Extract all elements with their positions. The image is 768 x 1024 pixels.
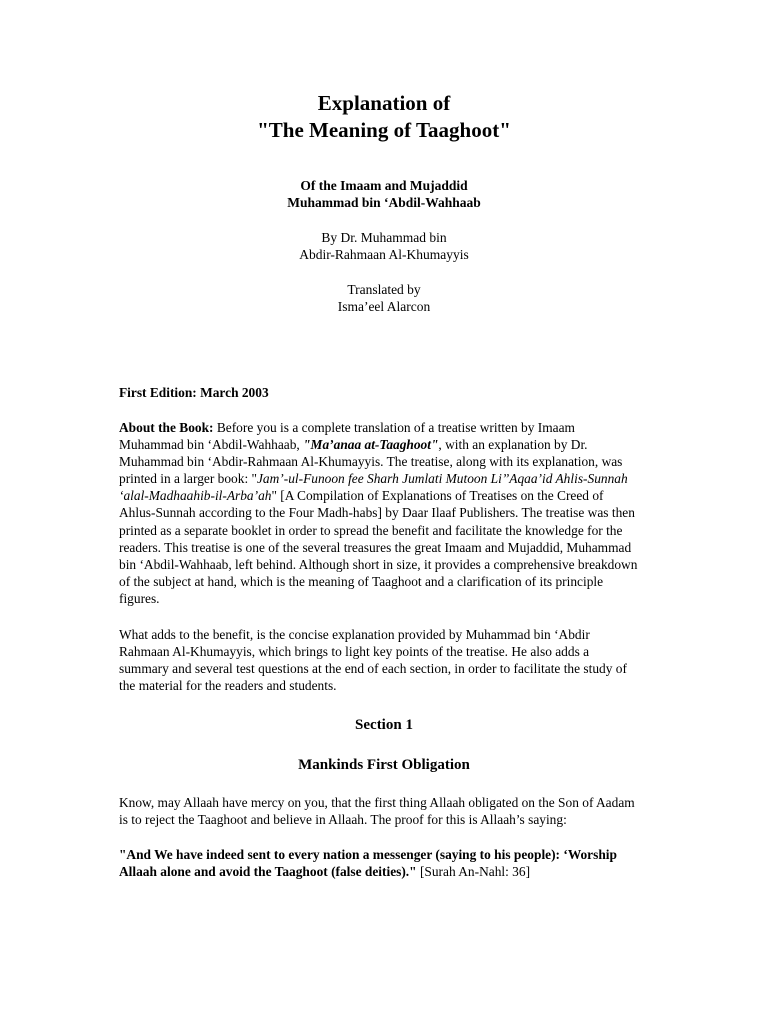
benefit-line-4: the material for the readers and students. [119,678,337,694]
about-line-5b: " [A Compilation of Explanations of Treatises on the Creed of [271,488,604,504]
translator-line-1: Translated by [347,282,421,297]
about-line-7: printed as a separate booklet in order to spread the benefit and facilitate the knowledge for the [119,522,623,538]
benefit-line-3: summary and several test questions at the end of each section, in order to facilitate the study of [119,661,627,677]
quote-line-1: "And We have indeed sent to every nation a messenger (saying to his people): ‘Worship [119,847,617,862]
section-heading: Section 1 [355,717,413,733]
explainer-block [0,229,768,263]
about-line-11: figures. [119,590,160,606]
explainer-line-2: Abdir-Rahmaan Al-Khumayyis [299,247,469,262]
benefit-line-1: What adds to the benefit, is the concise explanation provided by Muhammad bin ‘Abdir [119,627,590,642]
translator-line-2: Isma’eel Alarcon [337,299,431,314]
about-line-1: Before you is a complete translation of a treatise written by Imaam [213,420,575,435]
know-line-1: Know, may Allaah have mercy on you, that the first thing Allaah obligated on the Son of Aadam [119,795,635,810]
know-line-2: is to reject the Taaghoot and believe in Allaah. The proof for this is Allaah’s saying: [119,812,567,828]
author-block [0,177,768,211]
treatise-title: "Ma’anaa at-Taaghoot" [303,437,439,453]
title-line-2: "The Meaning of Taaghoot" [257,118,511,142]
about-line-2a: Muhammad bin ‘Abdil-Wahhaab, [119,437,304,453]
about-line-6: Ahlus-Sunnah according to the Four Madh-habs] by Daar Ilaaf Publishers. The treatise was then [119,505,635,521]
subsection-heading: Mankinds First Obligation [298,757,470,773]
title-line-1: Explanation of [317,91,451,115]
quote-line-2: Allaah alone and avoid the Taaghoot (false deities)." [119,864,417,880]
quote-reference: [Surah An-Nahl: 36] [416,864,531,880]
book-title-part-2: ‘alal-Madhaahib-il-Arba’ah [119,488,272,504]
translator-block [0,281,768,315]
benefit-paragraph [119,626,679,694]
explainer-line-1: By Dr. Muhammad bin [321,230,447,245]
about-line-9: bin ‘Abdil-Wahhaab, left behind. Although short in size, it provides a comprehensive breakdown [119,556,638,572]
author-line-1: Of the Imaam and Mujaddid [300,178,468,193]
benefit-line-2: Rahmaan Al-Khumayyis, which brings to light key points of the treatise. He also adds a [119,644,590,660]
book-title-part-1: Jam’-ul-Funoon fee Sharh Jumlati Mutoon Li’’Aqaa’id Ahlis-Sunnah [256,471,628,487]
about-line-2b: , with an explanation by Dr. [438,437,588,453]
about-line-3: Muhammad bin ‘Abdir-Rahmaan Al-Khumayyis. The treatise, along with its explanation, was [119,454,623,470]
author-line-2: Muhammad bin ‘Abdil-Wahhaab [287,195,481,210]
know-paragraph [119,794,679,828]
edition-line: First Edition: March 2003 [119,385,269,400]
quote-paragraph [119,846,679,880]
about-label: About the Book: [119,420,214,435]
about-line-8: readers. This treatise is one of the several treasures the great Imaam and Mujaddid, Muhammad [119,539,632,555]
about-line-10: of the subject at hand, which is the meaning of Taaghoot and a clarification of its principle [119,573,604,589]
about-paragraph [119,419,679,607]
document-title [0,90,768,144]
about-line-4a: printed in a larger book: " [119,471,257,487]
